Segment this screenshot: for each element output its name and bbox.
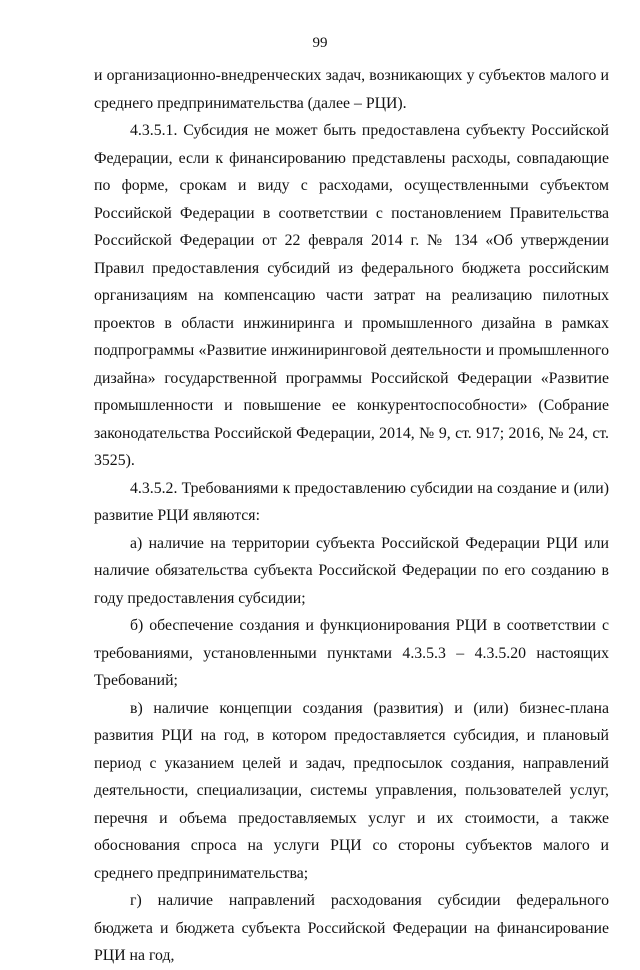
list-item-b: б) обеспечение создания и функционирования РЦИ в соответствии с требованиями, установленными пунктами 4.3.5.3 – 4.3.5.20 настоящих Требований; [94, 617, 609, 689]
document-body [94, 62, 609, 970]
list-item-g: г) наличие направлений расходования субсидии федерального бюджета и бюджета субъекта Российской Федерации на финансирование РЦИ на год, [94, 892, 609, 964]
list-item-v: в) наличие концепции создания (развития) и (или) бизнес-плана развития РЦИ на год, в котором предоставляется субсидия, и плановый период с указанием целей и задач, предпосылок создания, направлений деятельности, специализации, системы управления, пользователей услуг, перечня и объема предоставляемых услуг и их стоимости, а также обоснования спроса на услуги РЦИ со стороны субъектов малого и среднего предпринимательства; [94, 699, 609, 882]
paragraph-4-3-5-2: 4.3.5.2. Требованиями к предоставлению субсидии на создание и (или) развитие РЦИ являются: [94, 479, 609, 524]
paragraph-continuation: и организационно-внедренческих задач, возникающих у субъектов малого и среднего предпринимательства (далее – РЦИ). [94, 67, 609, 112]
list-item-a: а) наличие на территории субъекта Российской Федерации РЦИ или наличие обязательства субъекта Российской Федерации по его созданию в году предоставления субсидии; [94, 534, 609, 607]
page-number: 99 [312, 35, 328, 51]
paragraph-4-3-5-1: 4.3.5.1. Субсидия не может быть предоставлена субъекту Российской Федерации, если к финансированию представлены расходы, совпадающие по форме, срокам и виду с расходами, осуществленными субъектом Российской Федерации в соответствии с постановлением Правительства Российской Федерации от 22 февраля 2014 г. № 134 «Об утверждении Правил предоставления субсидий из федерального бюджета российским организациям на компенсацию части затрат на реализацию пилотных проектов в области инжиниринга и промышленного дизайна в рамках подпрограммы «Развитие инжиниринговой деятельности и промышленного дизайна» государственной программы Российской Федерации «Развитие промышленности и повышение ее конкурентоспособности» (Собрание законодательства Российской Федерации, 2014, № 9, ст. 917; 2016, № 24, ст. 3525). [94, 122, 609, 469]
